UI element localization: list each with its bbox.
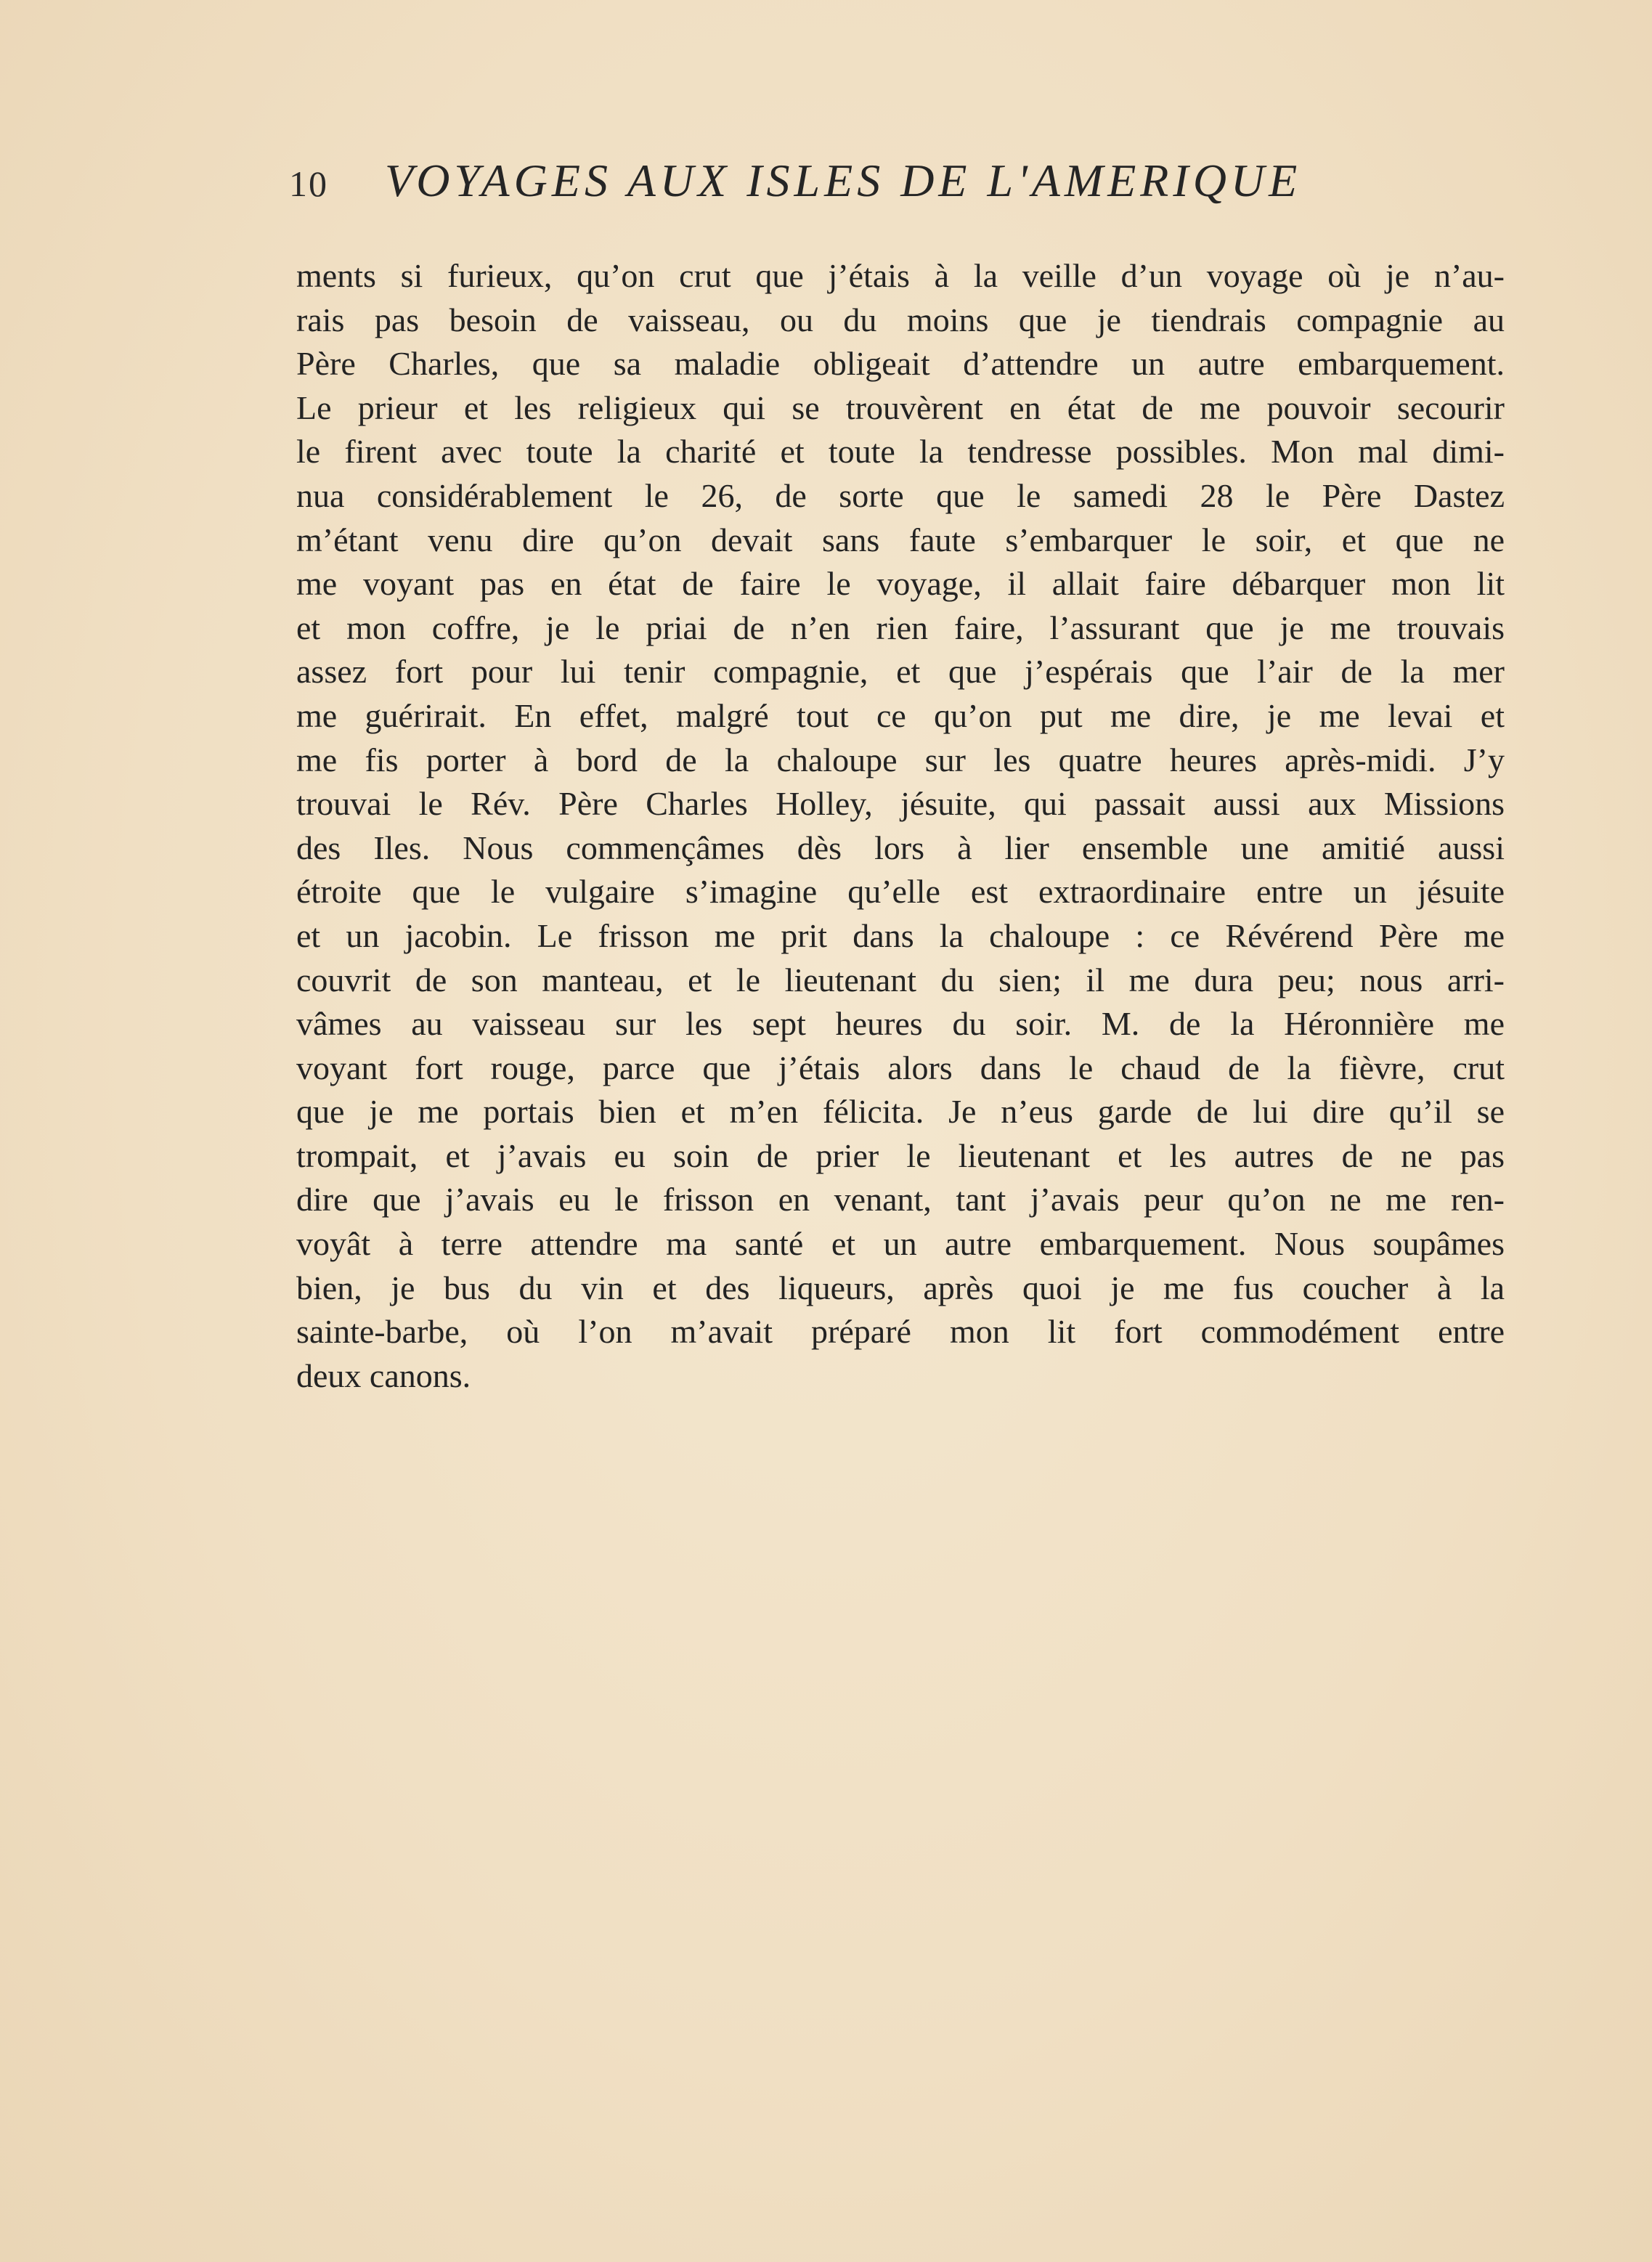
text-line: couvrit de son manteau, et le lieutenant du sien; il me dura peu; nous arri- — [296, 961, 1505, 998]
text-line: m’étant venu dire qu’on devait sans faute s’embarquer le soir, et que ne — [296, 521, 1505, 558]
text-line: et un jacobin. Le frisson me prit dans la chaloupe : ce Révérend Père me — [296, 916, 1505, 954]
text-line: trompait, et j’avais eu soin de prier le lieutenant et les autres de ne pas — [296, 1136, 1505, 1174]
text-line: que je me portais bien et m’en félicita. Je n’eus garde de lui dire qu’il se — [296, 1093, 1505, 1131]
text-line: Père Charles, que sa maladie obligeait d’attendre un autre embarquement. — [296, 345, 1505, 383]
page-number: 10 — [289, 163, 328, 204]
body-text — [296, 254, 1505, 1398]
text-line: des Iles. Nous commençâmes dès lors à lier ensemble une amitié aussi — [296, 829, 1505, 866]
text-line: nua considérablement le 26, de sorte que le samedi 28 le Père Dastez — [296, 476, 1505, 514]
text-line: voyât à terre attendre ma santé et un autre embarquement. Nous soupâmes — [296, 1225, 1505, 1263]
text-line: trouvai le Rév. Père Charles Holley, jésuite, qui passait aussi aux Missions — [296, 785, 1505, 823]
text-line: bien, je bus du vin et des liqueurs, après quoi je me fus coucher à la — [296, 1269, 1505, 1306]
text-line: étroite que le vulgaire s’imagine qu’elle est extraordinaire entre un jésuite — [296, 873, 1505, 911]
text-line: voyant fort rouge, parce que j’étais alors dans le chaud de la fièvre, crut — [296, 1049, 1505, 1086]
text-line: Le prieur et les religieux qui se trouvèrent en état de me pouvoir secourir — [296, 388, 1505, 426]
text-line: me guérirait. En effet, malgré tout ce qu’on put me dire, je me levai et — [296, 696, 1505, 734]
text-line: sainte-barbe, où l’on m’avait préparé mon lit fort commodément entre — [296, 1313, 1505, 1351]
text-line: me voyant pas en état de faire le voyage, il allait faire débarquer mon lit — [296, 565, 1505, 603]
text-line: rais pas besoin de vaisseau, ou du moins que je tiendrais compagnie au — [296, 301, 1505, 338]
text-line: deux canons. — [296, 1356, 471, 1394]
text-line: et mon coffre, je le priai de n’en rien faire, l’assurant que je me trouvais — [296, 609, 1505, 646]
text-line: me fis porter à bord de la chaloupe sur les quatre heures après-midi. J’y — [296, 741, 1505, 778]
text-line: assez fort pour lui tenir compagnie, et que j’espérais que l’air de la mer — [296, 653, 1505, 691]
text-line: le firent avec toute la charité et toute la tendresse possibles. Mon mal dimi- — [296, 433, 1505, 471]
text-line: dire que j’avais eu le frisson en venant, tant j’avais peur qu’on ne me ren- — [296, 1181, 1505, 1219]
running-head — [289, 154, 1422, 219]
running-head-title: VOYAGES AUX ISLES DE L'AMERIQUE — [385, 155, 1302, 206]
text-line: ments si furieux, qu’on crut que j’étais à la veille d’un voyage où je n’au- — [296, 257, 1505, 294]
text-line: vâmes au vaisseau sur les sept heures du soir. M. de la Héronnière me — [296, 1005, 1505, 1043]
